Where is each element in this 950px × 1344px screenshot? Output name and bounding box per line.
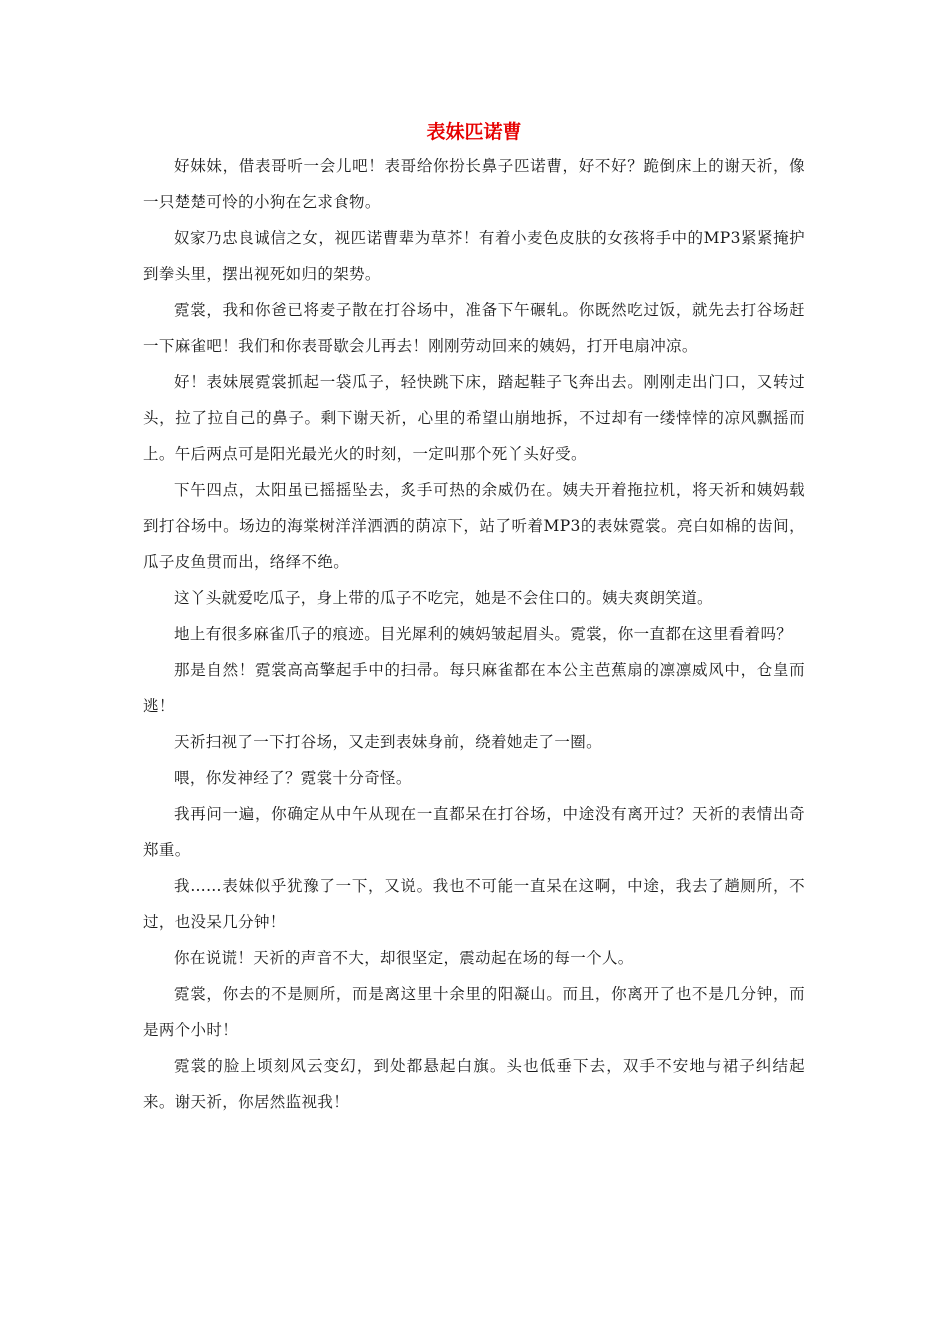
paragraph: 这丫头就爱吃瓜子，身上带的瓜子不吃完，她是不会住口的。姨夫爽朗笑道。 xyxy=(174,589,713,607)
paragraph: 霓裳，我和你爸已将麦子散在打谷场中，准备下午碾轧。你既然吃过饭，就先去打谷场赶一下麻雀吧！我们和你表哥歇会儿再去！刚刚劳动回来的姨妈，打开电扇冲凉。 xyxy=(143,301,805,355)
paragraph: 我……表妹似乎犹豫了一下，又说。我也不可能一直呆在这啊，中途，我去了趟厕所，不过，也没呆几分钟！ xyxy=(143,877,805,931)
paragraph: 那是自然！霓裳高高擎起手中的扫帚。每只麻雀都在本公主芭蕉扇的凛凛威风中，仓皇而逃！ xyxy=(143,661,805,715)
paragraph: 下午四点，太阳虽已摇摇坠去，炙手可热的余威仍在。姨夫开着拖拉机，将天祈和姨妈载到打谷场中。场边的海棠树洋洋洒洒的荫凉下，站了听着MP3的表妹霓裳。亮白如棉的齿间，瓜子皮鱼贯而出，络绎不绝。 xyxy=(143,481,805,571)
paragraph: 好妹妹，借表哥听一会儿吧！表哥给你扮长鼻子匹诺曹，好不好？跪倒床上的谢天祈，像一只楚楚可怜的小狗在乞求食物。 xyxy=(143,157,805,211)
paragraph: 我再问一遍，你确定从中午从现在一直都呆在打谷场，中途没有离开过？天祈的表情出奇郑重。 xyxy=(143,805,805,859)
paragraph: 奴家乃忠良诚信之女，视匹诺曹辈为草芥！有着小麦色皮肤的女孩将手中的MP3紧紧掩护到拳头里，摆出视死如归的架势。 xyxy=(143,229,805,283)
document-page xyxy=(143,118,805,1120)
paragraph: 你在说谎！天祈的声音不大，却很坚定，震动起在场的每一个人。 xyxy=(174,949,634,967)
document-title: 表妹匹诺曹 xyxy=(426,121,522,143)
paragraph: 好！表妹展霓裳抓起一袋瓜子，轻快跳下床，踏起鞋子飞奔出去。刚刚走出门口，又转过头，拉了拉自己的鼻子。剩下谢天祈，心里的希望山崩地拆，不过却有一缕悻悻的凉风飘摇而上。午后两点可是阳光最光火的时刻，一定叫那个死丫头好受。 xyxy=(143,373,805,463)
paragraph: 天祈扫视了一下打谷场，又走到表妹身前，绕着她走了一圈。 xyxy=(174,733,602,751)
paragraph: 霓裳，你去的不是厕所，而是离这里十余里的阳凝山。而且，你离开了也不是几分钟，而是两个小时！ xyxy=(143,985,805,1039)
paragraph: 霓裳的脸上顷刻风云变幻，到处都悬起白旗。头也低垂下去，双手不安地与裙子纠结起来。谢天祈，你居然监视我！ xyxy=(143,1057,805,1111)
paragraph: 喂，你发神经了？霓裳十分奇怪。 xyxy=(174,769,412,787)
paragraph: 地上有很多麻雀爪子的痕迹。目光犀利的姨妈皱起眉头。霓裳，你一直都在这里看着吗？ xyxy=(174,625,793,643)
